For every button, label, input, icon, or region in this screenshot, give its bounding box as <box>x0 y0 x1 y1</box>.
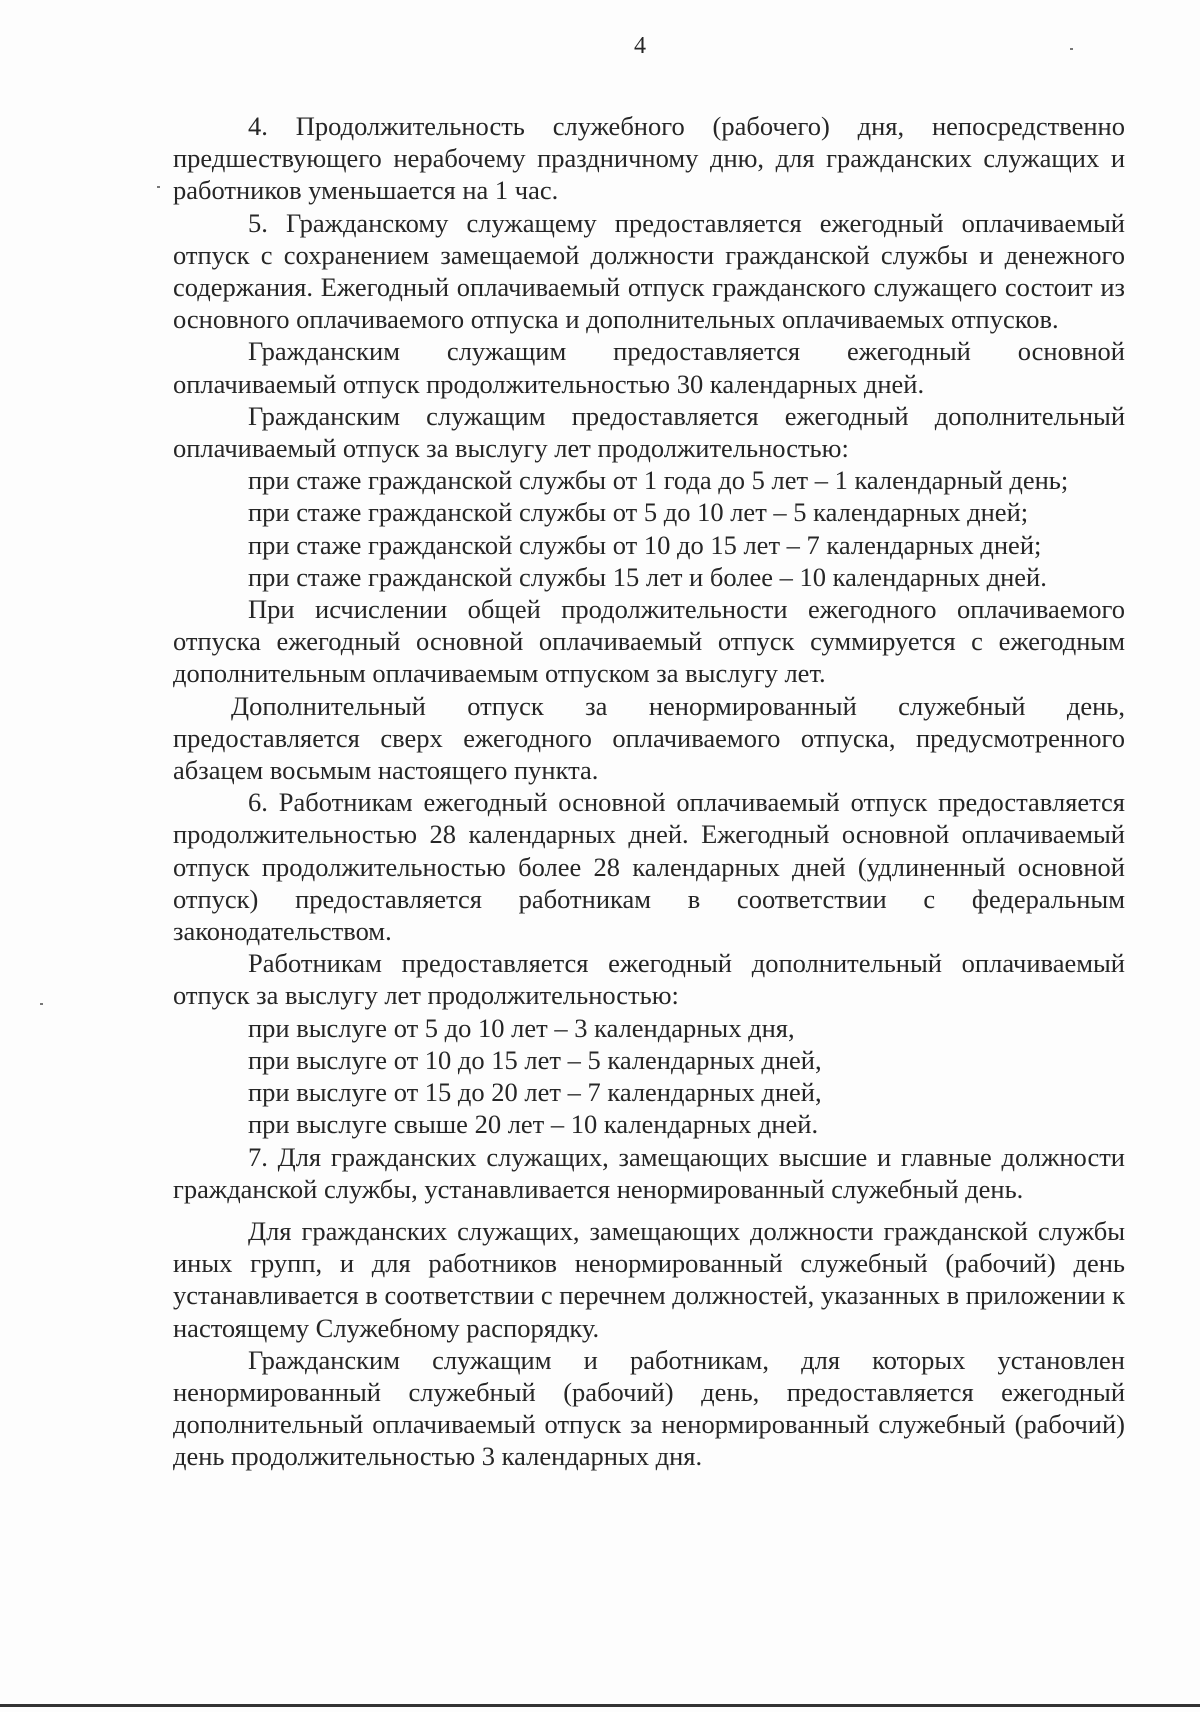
list-item: при выслуге от 10 до 15 лет – 5 календарных дней, <box>248 1044 822 1075</box>
paragraph: Работникам предоставляется ежегодный дополнительный оплачиваемый отпуск за выслугу лет продолжительностью: <box>173 948 1125 1011</box>
paragraph: 5. Гражданскому служащему предоставляется ежегодный оплачиваемый отпуск с сохранением замещаемой должности гражданской службы и денежного содержания. Ежегодный оплачиваемый отпуск гражданского служащего состоит из основного оплачиваемого отпуска и дополнительных оплачиваемых отпусков. <box>173 207 1125 335</box>
paragraph: Гражданским служащим и работникам, для которых установлен ненормированный служебный (рабочий) день, предоставляется ежегодный дополнительный оплачиваемый отпуск за ненормированный служебный (рабочий) день продолжительностью 3 календарных дня. <box>173 1344 1125 1472</box>
paragraph: 7. Для гражданских служащих, замещающих высшие и главные должности гражданской службы, устанавливается ненормированный служебный день. <box>173 1141 1125 1204</box>
scan-edge-line <box>0 1704 1200 1707</box>
paragraph: 6. Работникам ежегодный основной оплачиваемый отпуск предоставляется продолжительностью 28 календарных дней. Ежегодный основной оплачиваемый отпуск продолжительностью более 28 календарных дней (удлиненный основной отпуск) предоставляется работникам в соответствии с федеральным законодательством. <box>173 787 1125 947</box>
list-item: при выслуге свыше 20 лет – 10 календарных дней. <box>248 1109 819 1140</box>
list-item: при стаже гражданской службы от 10 до 15 лет – 7 календарных дней; <box>248 529 1042 560</box>
paragraph: Гражданским служащим предоставляется ежегодный дополнительный оплачиваемый отпуск за выслугу лет продолжительностью: <box>173 400 1125 464</box>
paragraph: при стаже гражданской службы от 1 года до 5 лет – 1 календарный день; <box>248 465 1069 496</box>
scan-speck <box>1070 48 1073 50</box>
list-item: при выслуге от 15 до 20 лет – 7 календарных дней, <box>248 1077 822 1108</box>
paragraph: Гражданским служащим предоставляется ежегодный основной оплачиваемый отпуск продолжительностью 30 календарных дней. <box>173 336 1125 399</box>
scan-speck <box>40 1003 43 1005</box>
document-body <box>173 110 1125 1473</box>
paragraph: Дополнительный отпуск за ненормированный служебный день, предоставляется сверх ежегодного оплачиваемого отпуска, предусмотренного абзацем восьмым настоящего пункта. <box>173 690 1125 786</box>
paragraph: При исчислении общей продолжительности ежегодного оплачиваемого отпуска ежегодный основной оплачиваемый отпуск суммируется с ежегодным дополнительным оплачиваемым отпуском за выслугу лет. <box>173 594 1125 689</box>
list-item: при стаже гражданской службы от 5 до 10 лет – 5 календарных дней; <box>248 497 1029 528</box>
paragraph: Для гражданских служащих, замещающих должности гражданской службы иных групп, и для работников ненормированный служебный (рабочий) день устанавливается в соответствии с перечнем должностей, указанных в приложении к настоящему Служебному распорядку. <box>173 1215 1125 1343</box>
list-item: при стаже гражданской службы 15 лет и более – 10 календарных дней. <box>248 561 1047 592</box>
page-number: 4 <box>634 33 646 59</box>
scan-speck <box>157 186 160 188</box>
list-item: при выслуге от 5 до 10 лет – 3 календарных дня, <box>248 1012 795 1043</box>
paragraph: 4. Продолжительность служебного (рабочего) дня, непосредственно предшествующего нерабочему праздничному дню, для гражданских служащих и работников уменьшается на 1 час. <box>173 111 1125 206</box>
